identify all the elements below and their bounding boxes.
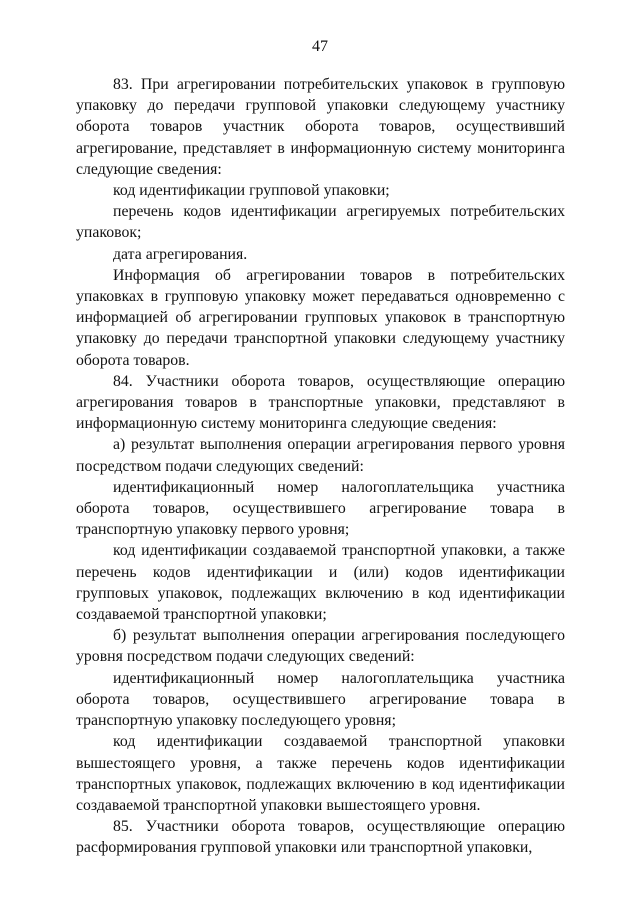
list-item-group-package-code: код идентификации групповой упаковки;	[113, 182, 390, 200]
paragraph-84: 84. Участники оборота товаров, осуществляющие операцию агрегирования товаров в транспортные упаковки, представляют в информационную систему мониторинга следующие сведения:	[76, 372, 565, 433]
paragraph-85: 85. Участники оборота товаров, осуществляющие операцию расформирования групповой упаковки или транспортной упаковки,	[76, 818, 565, 857]
list-item-transport-code-first-level: код идентификации создаваемой транспортной упаковки, а также перечень кодов идентификации и (или) кодов идентификации групповых упаковок, подлежащих включению в код идентификации создаваемой транспортной упаковки;	[76, 542, 565, 624]
list-item-aggregation-date: дата агрегирования.	[113, 245, 248, 263]
document-body	[76, 74, 565, 859]
list-item-inn-next-level: идентификационный номер налогоплательщика участника оборота товаров, осуществившего агрегирование товара в транспортную упаковку последующего уровня;	[76, 669, 565, 730]
paragraph-83: 83. При агрегировании потребительских упаковок в групповую упаковку до передачи групповой упаковки следующему участнику оборота товаров участник оборота товаров, осуществивший агрегирование, представляет в информационную систему мониторинга следующие сведения:	[76, 76, 565, 178]
list-item-transport-code-upper-level: код идентификации создаваемой транспортной упаковки вышестоящего уровня, а также перечень кодов идентификации транспортных упаковок, подлежащих включению в код идентификации создаваемой транспортной упаковки вышестоящего уровня.	[76, 733, 565, 814]
page-number: 47	[312, 38, 328, 55]
paragraph-aggregation-info: Информация об агрегировании товаров в потребительских упаковках в групповую упаковку может передаваться одновременно с информацией об агрегировании групповых упаковок в транспортную упаковку до передачи транспортной упаковки следующему участнику оборота товаров.	[76, 266, 565, 369]
list-item-inn-first-level: идентификационный номер налогоплательщика участника оборота товаров, осуществившего агрегирование товара в транспортную упаковку первого уровня;	[76, 478, 565, 539]
list-item-aggregated-codes: перечень кодов идентификации агрегируемых потребительских упаковок;	[76, 203, 565, 242]
subitem-a: а) результат выполнения операции агрегирования первого уровня посредством подачи следующих сведений:	[76, 436, 565, 475]
subitem-b: б) результат выполнения операции агрегирования последующего уровня посредством подачи следующих сведений:	[76, 627, 565, 666]
